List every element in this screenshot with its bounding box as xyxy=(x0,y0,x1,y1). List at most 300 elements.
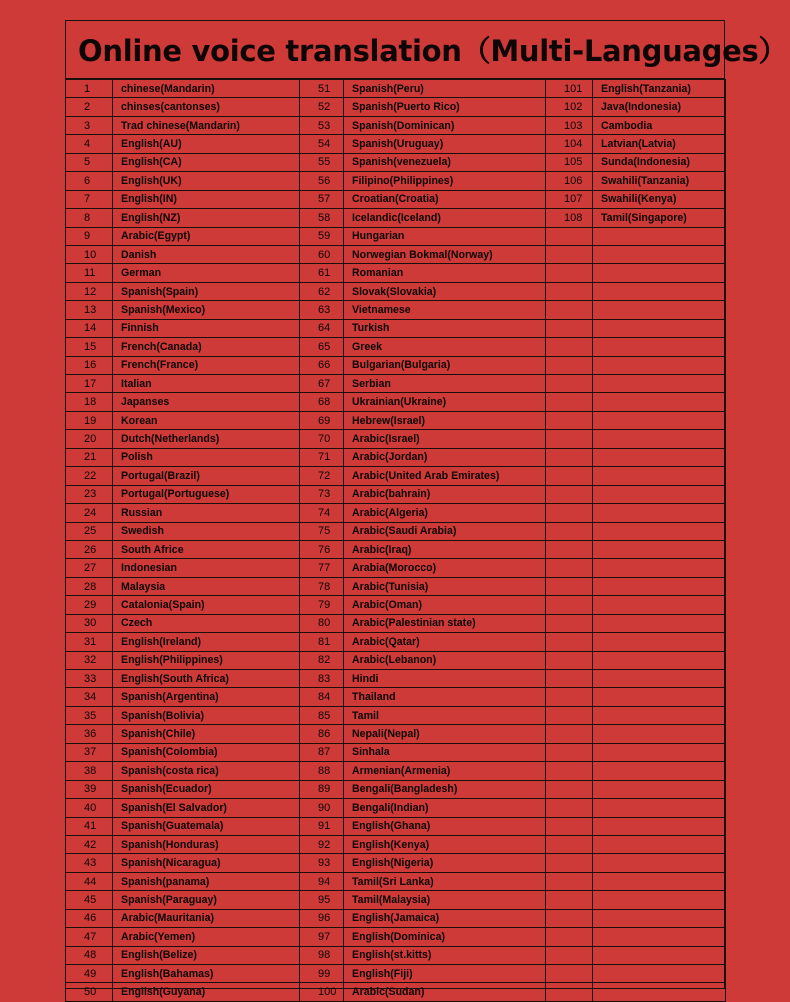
row-number: 107 xyxy=(546,190,593,208)
empty-cell xyxy=(546,375,593,393)
empty-cell xyxy=(546,891,593,909)
row-number: 60 xyxy=(300,245,344,263)
row-number: 47 xyxy=(66,928,113,946)
empty-cell xyxy=(546,540,593,558)
row-number: 85 xyxy=(300,706,344,724)
row-number: 98 xyxy=(300,946,344,964)
row-number: 17 xyxy=(66,375,113,393)
empty-cell xyxy=(546,411,593,429)
row-number: 1 xyxy=(66,80,113,98)
row-number: 64 xyxy=(300,319,344,337)
language-name: Norwegian Bokmal(Norway) xyxy=(344,245,546,263)
table-row xyxy=(66,411,726,429)
language-name: Slovak(Slovakia) xyxy=(344,282,546,300)
table-row xyxy=(66,633,726,651)
empty-cell xyxy=(546,467,593,485)
language-name: Swahili(Tanzania) xyxy=(593,172,726,190)
language-sheet xyxy=(65,20,788,999)
language-name: English(Belize) xyxy=(113,946,300,964)
row-number: 73 xyxy=(300,485,344,503)
language-name: Spanish(Colombia) xyxy=(113,743,300,761)
table-row xyxy=(66,153,726,171)
row-number: 54 xyxy=(300,135,344,153)
language-name: Spanish(Uruguay) xyxy=(344,135,546,153)
table-row xyxy=(66,651,726,669)
empty-cell xyxy=(593,430,726,448)
empty-cell xyxy=(593,983,726,1001)
language-name: Arabic(Oman) xyxy=(344,596,546,614)
empty-cell xyxy=(593,485,726,503)
row-number: 90 xyxy=(300,799,344,817)
row-number: 82 xyxy=(300,651,344,669)
language-name: Icelandic(Iceland) xyxy=(344,209,546,227)
language-name: German xyxy=(113,264,300,282)
empty-cell xyxy=(593,338,726,356)
language-name: Arabic(Tunisia) xyxy=(344,577,546,595)
empty-cell xyxy=(546,430,593,448)
row-number: 94 xyxy=(300,872,344,890)
language-name: Hindi xyxy=(344,670,546,688)
table-row xyxy=(66,245,726,263)
empty-cell xyxy=(546,946,593,964)
row-number: 83 xyxy=(300,670,344,688)
empty-cell xyxy=(593,540,726,558)
row-number: 86 xyxy=(300,725,344,743)
language-name: Spanish(Argentina) xyxy=(113,688,300,706)
table-row xyxy=(66,891,726,909)
row-number: 7 xyxy=(66,190,113,208)
empty-cell xyxy=(593,670,726,688)
language-name: Italian xyxy=(113,375,300,393)
row-number: 58 xyxy=(300,209,344,227)
empty-cell xyxy=(593,762,726,780)
empty-cell xyxy=(593,448,726,466)
row-number: 11 xyxy=(66,264,113,282)
row-number: 67 xyxy=(300,375,344,393)
empty-cell xyxy=(546,614,593,632)
table-row xyxy=(66,393,726,411)
empty-cell xyxy=(593,522,726,540)
row-number: 10 xyxy=(66,245,113,263)
empty-cell xyxy=(593,264,726,282)
row-number: 75 xyxy=(300,522,344,540)
row-number: 4 xyxy=(66,135,113,153)
row-number: 33 xyxy=(66,670,113,688)
language-name: English(NZ) xyxy=(113,209,300,227)
empty-cell xyxy=(546,854,593,872)
row-number: 74 xyxy=(300,504,344,522)
language-name: Ukrainian(Ukraine) xyxy=(344,393,546,411)
language-name: Catalonia(Spain) xyxy=(113,596,300,614)
language-name: South Africe xyxy=(113,540,300,558)
empty-cell xyxy=(593,467,726,485)
language-name: Arabic(Algeria) xyxy=(344,504,546,522)
empty-cell xyxy=(546,817,593,835)
empty-cell xyxy=(546,706,593,724)
language-name: chinese(Mandarin) xyxy=(113,80,300,98)
row-number: 14 xyxy=(66,319,113,337)
language-name: English(Ireland) xyxy=(113,633,300,651)
table-row xyxy=(66,504,726,522)
empty-cell xyxy=(546,356,593,374)
language-name: English(Fiji) xyxy=(344,965,546,983)
row-number: 89 xyxy=(300,780,344,798)
empty-cell xyxy=(546,485,593,503)
empty-cell xyxy=(593,375,726,393)
table-row xyxy=(66,282,726,300)
language-name: Arabia(Morocco) xyxy=(344,559,546,577)
table-row xyxy=(66,743,726,761)
language-name: Nepali(Nepal) xyxy=(344,725,546,743)
language-name: Cambodia xyxy=(593,116,726,134)
language-name: Arabic(United Arab Emirates) xyxy=(344,467,546,485)
table-row xyxy=(66,172,726,190)
table-row xyxy=(66,116,726,134)
row-number: 43 xyxy=(66,854,113,872)
empty-cell xyxy=(546,245,593,263)
row-number: 100 xyxy=(300,983,344,1001)
empty-cell xyxy=(593,743,726,761)
row-number: 55 xyxy=(300,153,344,171)
empty-cell xyxy=(593,301,726,319)
empty-cell xyxy=(593,965,726,983)
row-number: 106 xyxy=(546,172,593,190)
language-name: Croatian(Croatia) xyxy=(344,190,546,208)
empty-cell xyxy=(593,559,726,577)
language-name: Java(Indonesia) xyxy=(593,98,726,116)
table-row xyxy=(66,670,726,688)
table-row xyxy=(66,614,726,632)
row-number: 31 xyxy=(66,633,113,651)
empty-cell xyxy=(546,264,593,282)
row-number: 38 xyxy=(66,762,113,780)
empty-cell xyxy=(546,633,593,651)
row-number: 42 xyxy=(66,835,113,853)
row-number: 34 xyxy=(66,688,113,706)
table-row xyxy=(66,725,726,743)
empty-cell xyxy=(593,928,726,946)
table-row xyxy=(66,799,726,817)
table-row xyxy=(66,80,726,98)
language-name: Bengali(Indian) xyxy=(344,799,546,817)
language-name: Arabic(Egypt) xyxy=(113,227,300,245)
language-name: Tamil(Malaysia) xyxy=(344,891,546,909)
language-name: Spanish(Spain) xyxy=(113,282,300,300)
row-number: 68 xyxy=(300,393,344,411)
language-name: Bulgarian(Bulgaria) xyxy=(344,356,546,374)
language-name: Tamil(Singapore) xyxy=(593,209,726,227)
empty-cell xyxy=(546,596,593,614)
table-row xyxy=(66,780,726,798)
empty-cell xyxy=(546,338,593,356)
row-number: 29 xyxy=(66,596,113,614)
table-row xyxy=(66,909,726,927)
empty-cell xyxy=(593,577,726,595)
row-number: 70 xyxy=(300,430,344,448)
empty-cell xyxy=(593,651,726,669)
row-number: 101 xyxy=(546,80,593,98)
empty-cell xyxy=(546,835,593,853)
language-name: Greek xyxy=(344,338,546,356)
table-row xyxy=(66,946,726,964)
language-name: Hebrew(Israel) xyxy=(344,411,546,429)
language-name: Bengali(Bangladesh) xyxy=(344,780,546,798)
table-row xyxy=(66,338,726,356)
table-row xyxy=(66,319,726,337)
language-name: Arabic(Lebanon) xyxy=(344,651,546,669)
language-name: Romanian xyxy=(344,264,546,282)
language-name: Spanish(Bolivia) xyxy=(113,706,300,724)
empty-cell xyxy=(546,448,593,466)
empty-cell xyxy=(546,522,593,540)
row-number: 63 xyxy=(300,301,344,319)
language-name: Hungarian xyxy=(344,227,546,245)
row-number: 97 xyxy=(300,928,344,946)
language-name: English(Tanzania) xyxy=(593,80,726,98)
empty-cell xyxy=(546,743,593,761)
row-number: 57 xyxy=(300,190,344,208)
row-number: 19 xyxy=(66,411,113,429)
empty-cell xyxy=(593,245,726,263)
row-number: 103 xyxy=(546,116,593,134)
empty-cell xyxy=(593,227,726,245)
empty-cell xyxy=(593,504,726,522)
row-number: 46 xyxy=(66,909,113,927)
language-name: Latvian(Latvia) xyxy=(593,135,726,153)
row-number: 56 xyxy=(300,172,344,190)
row-number: 12 xyxy=(66,282,113,300)
table-row xyxy=(66,817,726,835)
language-name: Arabic(Yemen) xyxy=(113,928,300,946)
empty-cell xyxy=(546,909,593,927)
row-number: 77 xyxy=(300,559,344,577)
empty-cell xyxy=(593,725,726,743)
empty-cell xyxy=(546,725,593,743)
empty-cell xyxy=(593,411,726,429)
table-row xyxy=(66,596,726,614)
row-number: 71 xyxy=(300,448,344,466)
row-number: 80 xyxy=(300,614,344,632)
empty-cell xyxy=(593,596,726,614)
empty-cell xyxy=(546,762,593,780)
table-row xyxy=(66,448,726,466)
empty-cell xyxy=(593,854,726,872)
table-row xyxy=(66,965,726,983)
empty-cell xyxy=(546,559,593,577)
page-title: Online voice translation（Multi-Languages） xyxy=(66,21,724,79)
language-name: Sinhala xyxy=(344,743,546,761)
empty-cell xyxy=(593,799,726,817)
empty-cell xyxy=(546,983,593,1001)
table-row xyxy=(66,356,726,374)
language-name: English(st.kitts) xyxy=(344,946,546,964)
table-row xyxy=(66,559,726,577)
row-number: 95 xyxy=(300,891,344,909)
language-name: English(Nigeria) xyxy=(344,854,546,872)
row-number: 5 xyxy=(66,153,113,171)
row-number: 105 xyxy=(546,153,593,171)
row-number: 20 xyxy=(66,430,113,448)
language-name: Tamil xyxy=(344,706,546,724)
empty-cell xyxy=(593,282,726,300)
empty-cell xyxy=(593,688,726,706)
row-number: 59 xyxy=(300,227,344,245)
row-number: 22 xyxy=(66,467,113,485)
language-name: English(AU) xyxy=(113,135,300,153)
language-name: Spanish(costa rica) xyxy=(113,762,300,780)
row-number: 2 xyxy=(66,98,113,116)
row-number: 35 xyxy=(66,706,113,724)
language-name: Spanish(panama) xyxy=(113,872,300,890)
language-name: Spanish(Peru) xyxy=(344,80,546,98)
language-name: English(Philippines) xyxy=(113,651,300,669)
row-number: 49 xyxy=(66,965,113,983)
row-number: 102 xyxy=(546,98,593,116)
table-row xyxy=(66,301,726,319)
empty-cell xyxy=(546,227,593,245)
table-row xyxy=(66,872,726,890)
row-number: 48 xyxy=(66,946,113,964)
row-number: 93 xyxy=(300,854,344,872)
language-name: Arabic(Sudan) xyxy=(344,983,546,1001)
language-name: Turkish xyxy=(344,319,546,337)
empty-cell xyxy=(593,909,726,927)
language-name: English(Jamaica) xyxy=(344,909,546,927)
language-name: Arabic(Palestinian state) xyxy=(344,614,546,632)
row-number: 13 xyxy=(66,301,113,319)
empty-cell xyxy=(546,670,593,688)
empty-cell xyxy=(593,393,726,411)
row-number: 8 xyxy=(66,209,113,227)
table-row xyxy=(66,430,726,448)
language-name: Swedish xyxy=(113,522,300,540)
row-number: 45 xyxy=(66,891,113,909)
empty-cell xyxy=(593,706,726,724)
empty-cell xyxy=(546,504,593,522)
language-name: Spanish(Honduras) xyxy=(113,835,300,853)
table-row xyxy=(66,983,726,1001)
language-name: Arabic(Qatar) xyxy=(344,633,546,651)
table-row xyxy=(66,688,726,706)
table-row xyxy=(66,227,726,245)
row-number: 66 xyxy=(300,356,344,374)
table-row xyxy=(66,522,726,540)
row-number: 25 xyxy=(66,522,113,540)
row-number: 30 xyxy=(66,614,113,632)
language-name: Spanish(Nicaragua) xyxy=(113,854,300,872)
language-name: English(CA) xyxy=(113,153,300,171)
table-row xyxy=(66,706,726,724)
language-name: Thailand xyxy=(344,688,546,706)
language-name: Spanish(Chile) xyxy=(113,725,300,743)
row-number: 65 xyxy=(300,338,344,356)
row-number: 52 xyxy=(300,98,344,116)
empty-cell xyxy=(546,799,593,817)
language-name: Russian xyxy=(113,504,300,522)
empty-cell xyxy=(593,633,726,651)
empty-cell xyxy=(593,780,726,798)
empty-cell xyxy=(593,817,726,835)
empty-cell xyxy=(546,301,593,319)
language-name: English(UK) xyxy=(113,172,300,190)
row-number: 96 xyxy=(300,909,344,927)
empty-cell xyxy=(546,872,593,890)
empty-cell xyxy=(546,780,593,798)
language-name: English(Kenya) xyxy=(344,835,546,853)
language-table xyxy=(65,79,726,1002)
language-name: English(Dominica) xyxy=(344,928,546,946)
language-name: Arabic(Jordan) xyxy=(344,448,546,466)
table-row xyxy=(66,835,726,853)
language-name: Tamil(Sri Lanka) xyxy=(344,872,546,890)
language-name: English(Bahamas) xyxy=(113,965,300,983)
row-number: 6 xyxy=(66,172,113,190)
language-name: Portugal(Brazil) xyxy=(113,467,300,485)
table-row xyxy=(66,264,726,282)
language-name: Armenian(Armenia) xyxy=(344,762,546,780)
row-number: 27 xyxy=(66,559,113,577)
empty-cell xyxy=(593,891,726,909)
language-name: English(Guyana) xyxy=(113,983,300,1001)
language-name: French(France) xyxy=(113,356,300,374)
language-name: Filipino(Philippines) xyxy=(344,172,546,190)
language-name: Arabic(bahrain) xyxy=(344,485,546,503)
empty-cell xyxy=(593,835,726,853)
row-number: 99 xyxy=(300,965,344,983)
language-name: Arabic(Mauritania) xyxy=(113,909,300,927)
language-name: Trad chinese(Mandarin) xyxy=(113,116,300,134)
row-number: 18 xyxy=(66,393,113,411)
language-name: Dutch(Netherlands) xyxy=(113,430,300,448)
language-name: Arabic(Saudi Arabia) xyxy=(344,522,546,540)
table-row xyxy=(66,190,726,208)
language-name: Spanish(Ecuador) xyxy=(113,780,300,798)
empty-cell xyxy=(593,614,726,632)
row-number: 76 xyxy=(300,540,344,558)
row-number: 72 xyxy=(300,467,344,485)
language-name: Spanish(venezuela) xyxy=(344,153,546,171)
language-name: Polish xyxy=(113,448,300,466)
row-number: 69 xyxy=(300,411,344,429)
language-name: Czech xyxy=(113,614,300,632)
row-number: 108 xyxy=(546,209,593,227)
table-row xyxy=(66,485,726,503)
empty-cell xyxy=(546,651,593,669)
language-name: Spanish(Puerto Rico) xyxy=(344,98,546,116)
row-number: 23 xyxy=(66,485,113,503)
table-row xyxy=(66,540,726,558)
row-number: 21 xyxy=(66,448,113,466)
row-number: 28 xyxy=(66,577,113,595)
table-row xyxy=(66,375,726,393)
language-name: Malaysia xyxy=(113,577,300,595)
table-row xyxy=(66,577,726,595)
empty-cell xyxy=(593,356,726,374)
empty-cell xyxy=(546,319,593,337)
row-number: 88 xyxy=(300,762,344,780)
row-number: 26 xyxy=(66,540,113,558)
language-name: Spanish(Dominican) xyxy=(344,116,546,134)
empty-cell xyxy=(593,872,726,890)
table-row xyxy=(66,98,726,116)
language-name: Spanish(Paraguay) xyxy=(113,891,300,909)
empty-cell xyxy=(593,946,726,964)
row-number: 92 xyxy=(300,835,344,853)
language-name: Vietnamese xyxy=(344,301,546,319)
empty-cell xyxy=(546,688,593,706)
table-row xyxy=(66,209,726,227)
row-number: 78 xyxy=(300,577,344,595)
